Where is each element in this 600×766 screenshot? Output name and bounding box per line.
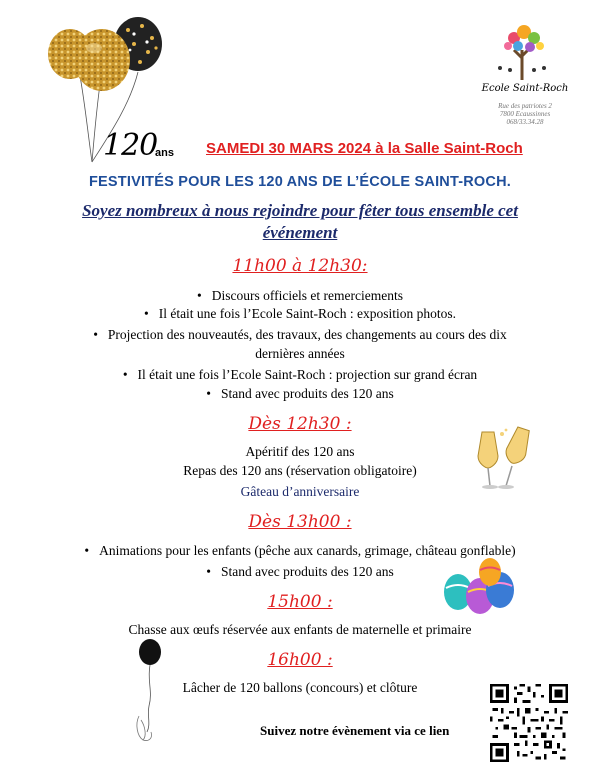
list-item: • Il était une fois l’Ecole Saint-Roch : projection sur grand écran xyxy=(0,367,600,383)
invitation-text xyxy=(0,200,600,244)
list-item: • Discours officiels et remerciements xyxy=(0,288,600,304)
follow-link-text: Suivez notre évènement via ce lien xyxy=(260,723,450,738)
time-heading: 16h00 : xyxy=(267,650,333,670)
list-item: • Stand avec produits des 120 ans xyxy=(0,386,600,402)
time-heading: Dès 13h00 : xyxy=(248,512,352,532)
invitation-line: Soyez nombreux à nous rejoindre pour fêter tous ensemble cet xyxy=(82,201,518,220)
time-heading: Dès 12h30 : xyxy=(248,414,352,434)
festivities-title: FESTIVITÉS POUR LES 120 ANS DE L’ÉCOLE SAINT-ROCH. xyxy=(89,174,511,190)
school-logo xyxy=(470,20,580,125)
list-item: • Stand avec produits des 120 ans xyxy=(0,564,600,580)
anniversary-unit: ans xyxy=(155,147,174,159)
anniversary-number: 120 xyxy=(103,128,158,163)
logo-address-line: 7800 Ecaussinnes xyxy=(499,110,551,118)
text-line: Chasse aux œufs réservée aux enfants de maternelle et primaire xyxy=(128,622,472,637)
logo-address-line: 068/33.34.28 xyxy=(506,118,544,126)
list-item-continuation: dernières années xyxy=(255,346,345,361)
text-line: Apéritif des 120 ans xyxy=(245,444,355,459)
text-line: Repas des 120 ans (réservation obligatoire) xyxy=(183,463,417,478)
time-heading: 11h00 à 12h30: xyxy=(232,256,368,276)
logo-address-line: Rue des patriotes 2 xyxy=(498,102,552,110)
list-item: • Animations pour les enfants (pêche aux canards, grimage, château gonflable) xyxy=(0,543,600,559)
event-date: SAMEDI 30 MARS 2024 à la Salle Saint-Roch xyxy=(206,140,523,157)
tree-logo-icon xyxy=(470,20,580,82)
text-line: Lâcher de 120 ballons (concours) et clôture xyxy=(182,680,418,695)
list-item: • Il était une fois l’Ecole Saint-Roch : exposition photos. xyxy=(0,306,600,322)
list-item: • Projection des nouveautés, des travaux, des changements au cours des dix xyxy=(0,327,600,343)
qr-code[interactable] xyxy=(490,684,568,762)
time-heading: 15h00 : xyxy=(267,592,333,612)
text-line: Gâteau d’anniversaire xyxy=(240,484,360,499)
champagne-glasses-icon xyxy=(468,424,538,494)
invitation-line: événement xyxy=(262,223,338,242)
logo-name: Ecole Saint-Roch xyxy=(481,83,569,94)
